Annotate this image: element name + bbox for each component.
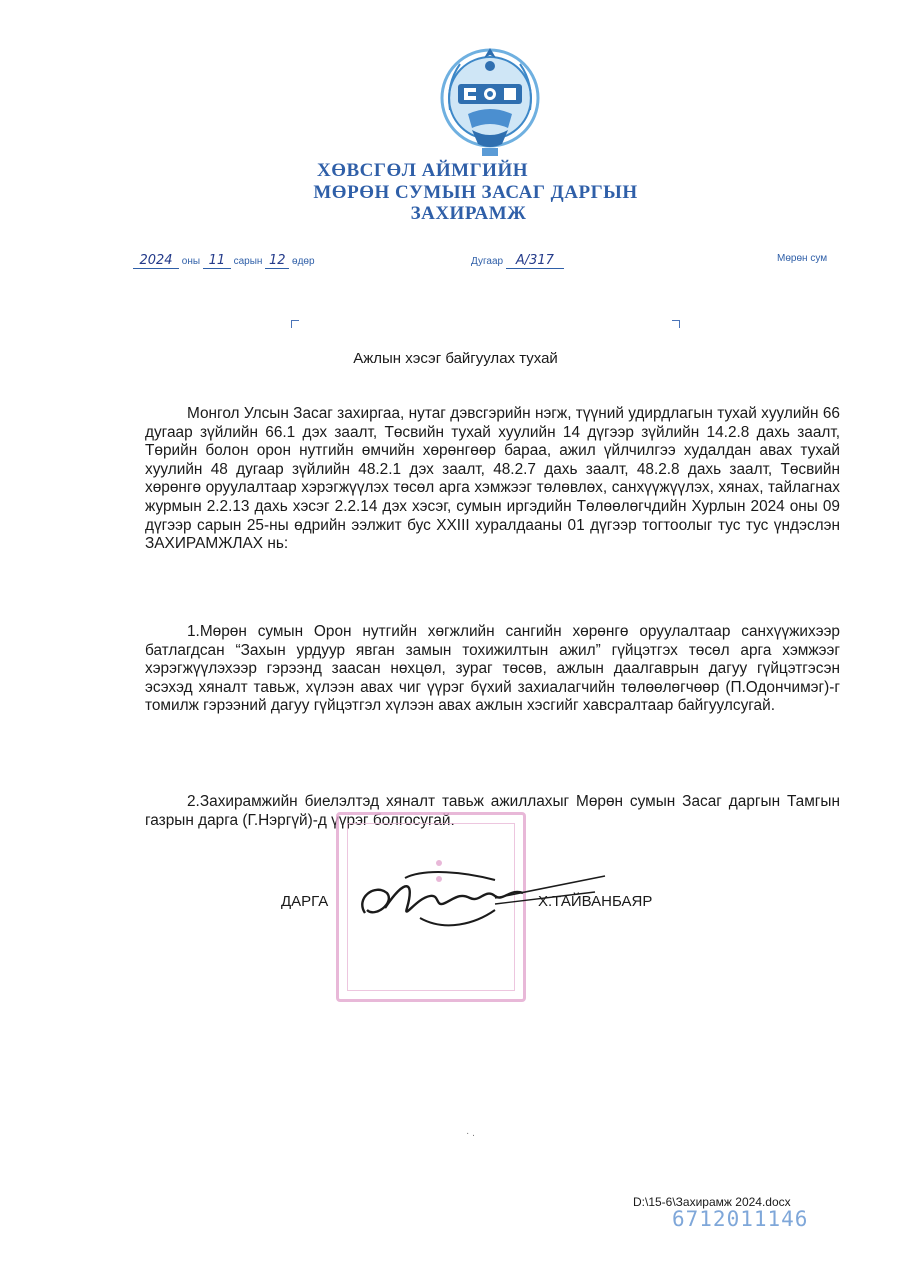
date-month: 11 xyxy=(203,253,231,269)
signatory-title: ДАРГА xyxy=(281,893,329,910)
corner-mark-left xyxy=(291,320,299,328)
date-year: 2024 xyxy=(133,253,179,269)
document-date xyxy=(133,253,315,269)
body-paragraph-1: Монгол Улсын Засаг захиргаа, нутаг дэвсгэрийн нэгж, түүний удирдлагын тухай хуулийн 66 дугаар зүйлийн 66.1 дэх заалт, Төсвийн тухай хуулийн 14 дүгээр зүйлийн 14.2.8 дахь заалт, Төрийн болон орон нутгийн өмчийн хөрөнгөөр бараа, ажил үйлчилгээ худалдан авах тухай хуулийн 48 дугаар зүйлийн 48.2.1 дэх заалт, 48.2.7 дахь заалт, 48.2.8 дахь заалт, Төсвийн хөрөнгө оруулалтаар хэрэгжүүлэх төсөл арга хэмжээг төлөвлөх, санхүүжүүлэх, хянах, тайлагнах журмын 2.2.13 дахь хэсэг 2.2.14 дэх хэсэг, сумын иргэдийн Төлөөлөгчдийн Хурлын 2024 оны 09 дүгээр сарын 25-ны өдрийн ээлжит бус XXIII хуралдааны 01 дүгээр тогтоолыг тус тус үндэслэн ЗАХИРАМЖЛАХ нь: xyxy=(145,405,840,553)
file-path: D:\15-6\Захирамж 2024.docx xyxy=(633,1195,791,1209)
document-number xyxy=(471,253,564,269)
org-name-province: ХӨВСГӨЛ АЙМГИЙН xyxy=(316,160,529,181)
document-place: Мөрөн сум xyxy=(777,253,828,264)
corner-mark-right xyxy=(672,320,680,328)
document-number-label: Дугаар xyxy=(471,256,504,267)
scan-mark: · . xyxy=(466,1128,475,1139)
body-paragraph-2: 1.Мөрөн сумын Орон нутгийн хөгжлийн сангийн хөрөнгө оруулалтаар санхүүжихээр батлагдсан “Захын урдуур явган замын тохижилтын ажил” гүйцэтгэх төсөл арга хэмжээг хэрэгжүүлэхээр гэрээнд заасан нөхцөл, зураг төсөв, ажлын даалгаврын дагуу гүйцэтгэсэн эсэхэд хяналт тавьж, хүлээн авах чиг үүрэг бүхий захиалагчийн төлөөлөгчөөр (П.Одончимэг)-г томилж гэрээний дагуу гүйцэтгэл хүлээн авах ажлын хэсгийг хавсралтаар байгуулсугай. xyxy=(145,623,840,715)
date-year-label: оны xyxy=(181,256,201,267)
org-name-office: МӨРӨН СУМЫН ЗАСАГ ДАРГЫН xyxy=(313,182,638,203)
signatory-name: Х.ТАЙВАНБАЯР xyxy=(538,893,653,910)
date-month-label: сарын xyxy=(233,256,263,267)
body-paragraph-3: 2.Захирамжийн биелэлтэд хяналт тавьж ажиллахыг Мөрөн сумын Засаг даргын Тамгын газрын дарга (Г.Нэргүй)-д үүрэг болгосугай. xyxy=(145,793,840,829)
document-type: ЗАХИРАМЖ xyxy=(410,203,527,224)
document-serial-number: 6712011146 xyxy=(672,1207,809,1231)
state-emblem-icon xyxy=(438,44,542,162)
date-day-label: өдөр xyxy=(292,256,315,267)
date-day: 12 xyxy=(265,253,289,269)
document-subject: Ажлын хэсэг байгуулах тухай xyxy=(353,350,558,367)
document-number-value: А/317 xyxy=(506,253,564,269)
